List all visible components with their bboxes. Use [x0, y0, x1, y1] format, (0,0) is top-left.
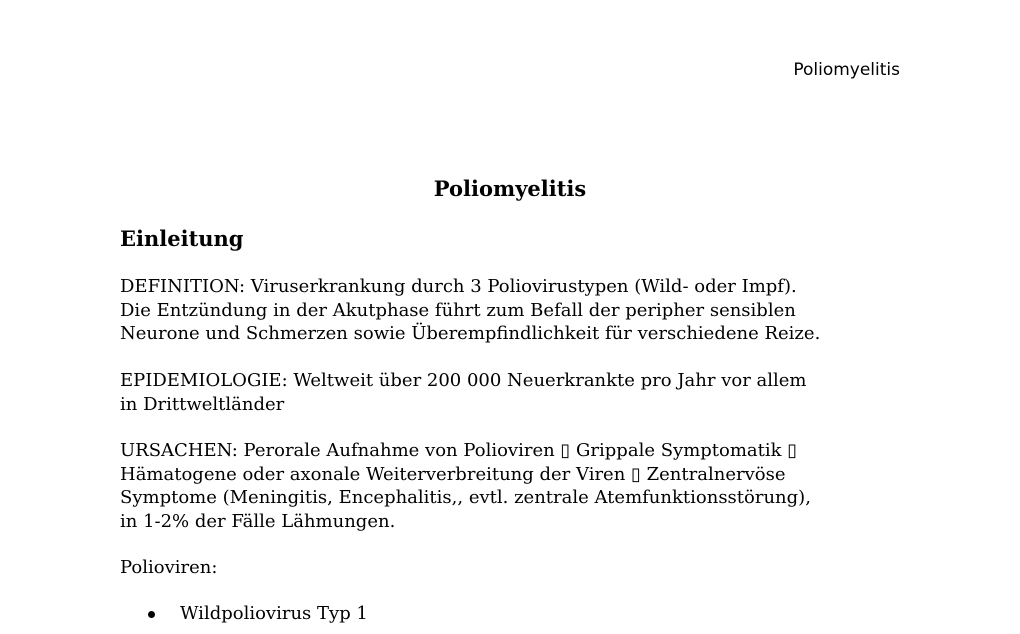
definition-paragraph [120, 275, 920, 346]
list-item-text: Wildpoliovirus Typ 1 [180, 603, 368, 624]
polioviruses-label: Polioviren: [120, 557, 218, 578]
epidemiology-line: EPIDEMIOLOGIE: Weltweit über 200 000 Neuerkrankte pro Jahr vor allem [120, 370, 807, 391]
definition-line: DEFINITION: Viruserkrankung durch 3 Poliovirustypen (Wild- oder Impf). [120, 276, 797, 297]
causes-line: URSACHEN: Perorale Aufnahme von Polioviren ▯ Grippale Symptomatik ▯ [120, 440, 798, 461]
poliovirus-list [120, 602, 368, 626]
causes-line: in 1-2% der Fälle Lähmungen. [120, 510, 396, 532]
definition-line: Neurone und Schmerzen sowie Überempfindlichkeit für verschiedene Reize. [120, 323, 821, 344]
epidemiology-line: in Drittweltländer [120, 393, 285, 415]
epidemiology-paragraph [120, 369, 920, 416]
running-header: Poliomyelitis [793, 60, 900, 80]
bullet-icon [148, 611, 155, 618]
causes-line: Hämatogene oder axonale Weiterverbreitung der Viren ▯ Zentralnervöse [120, 463, 786, 485]
document-title: Poliomyelitis [433, 176, 587, 201]
list-item [120, 602, 368, 626]
causes-paragraph [120, 439, 920, 533]
section-heading-einleitung: Einleitung [120, 226, 244, 251]
causes-line: Symptome (Meningitis, Encephalitis,, evtl. zentrale Atemfunktionsstörung), [120, 487, 811, 508]
definition-line: Die Entzündung in der Akutphase führt zum Befall der peripher sensiblen [120, 299, 796, 321]
